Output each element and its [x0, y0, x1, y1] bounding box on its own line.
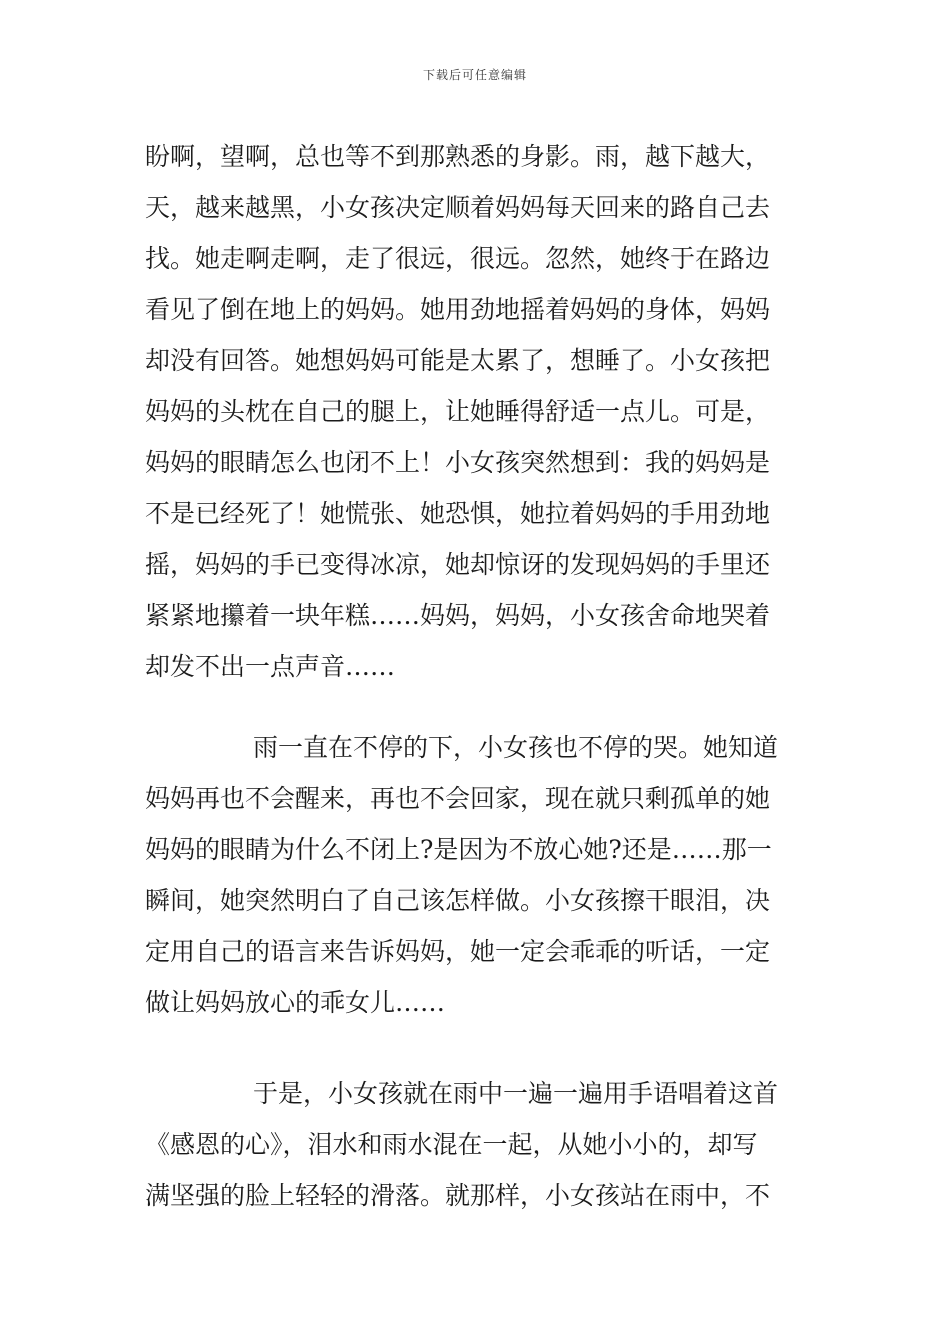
text-line: 《感恩的心》，泪水和雨水混在一起，从她小小的，却写 — [145, 1130, 758, 1159]
text-line: 满坚强的脸上轻轻的滑落。就那样，小女孩站在雨中，不 — [145, 1181, 771, 1210]
text-line: 妈妈的眼睛为什么不闭上?是因为不放心她?还是……那一 — [145, 835, 772, 864]
paragraph-3 — [145, 1068, 805, 1221]
text-line: 妈妈再也不会醒来，再也不会回家，现在就只剩孤单的她 — [145, 784, 771, 813]
text-line: 却发不出一点声音…… — [145, 652, 396, 681]
text-line: 定用自己的语言来告诉妈妈，她一定会乖乖的听话，一定 — [145, 937, 771, 966]
text-line: 妈妈的眼睛怎么也闭不上！小女孩突然想到：我的妈妈是 — [145, 448, 771, 477]
text-line: 不是已经死了！她慌张、她恐惧，她拉着妈妈的手用劲地 — [145, 499, 771, 528]
page-header: 下载后可任意编辑 — [422, 68, 527, 82]
text-line: 天，越来越黑，小女孩决定顺着妈妈每天回来的路自己去 — [145, 193, 771, 222]
paragraph-2 — [145, 722, 805, 1028]
text-line: 摇，妈妈的手已变得冰凉，她却惊讶的发现妈妈的手里还 — [145, 550, 771, 579]
paragraph-1 — [145, 131, 805, 692]
text-line: 做让妈妈放心的乖女儿…… — [145, 988, 446, 1017]
text-line: 找。她走啊走啊，走了很远，很远。忽然，她终于在路边 — [145, 244, 771, 273]
text-line: 盼啊，望啊，总也等不到那熟悉的身影。雨，越下越大， — [145, 142, 771, 171]
text-line: 于是，小女孩就在雨中一遍一遍用手语唱着这首 — [253, 1079, 779, 1108]
text-line: 妈妈的头枕在自己的腿上，让她睡得舒适一点儿。可是， — [145, 397, 771, 426]
text-line: 瞬间，她突然明白了自己该怎样做。小女孩擦干眼泪，决 — [145, 886, 771, 915]
text-line: 却没有回答。她想妈妈可能是太累了，想睡了。小女孩把 — [145, 346, 771, 375]
text-line: 紧紧地攥着一块年糕……妈妈，妈妈，小女孩舍命地哭着 — [145, 601, 771, 630]
text-line: 雨一直在不停的下，小女孩也不停的哭。她知道 — [253, 733, 779, 762]
text-line: 看见了倒在地上的妈妈。她用劲地摇着妈妈的身体，妈妈 — [145, 295, 771, 324]
